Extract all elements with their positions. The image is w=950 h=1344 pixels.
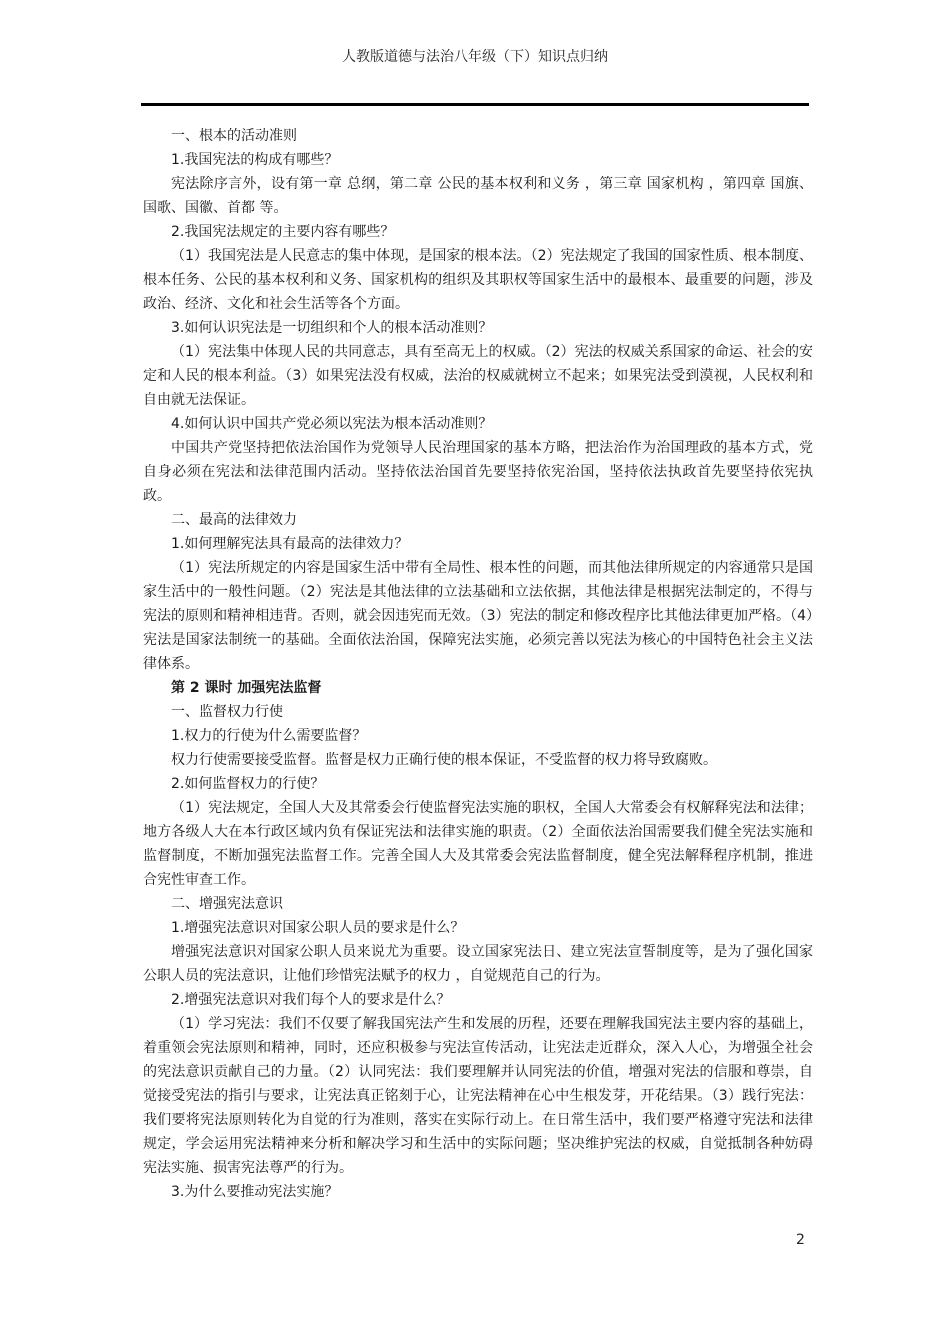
body-paragraph: 中国共产党坚持把依法治国作为党领导人民治理国家的基本方略，把法治作为治国理政的基本方式，党自身必须在宪法和法律范围内活动。坚持依法治国首先要坚持依宪治国，坚持依法执政首先要坚持依宪执政。 (143, 440, 813, 504)
section-heading: 第 2 课时 加强宪法监督 (171, 680, 322, 696)
body-paragraph: （1）学习宪法：我们不仅要了解我国宪法产生和发展的历程，还要在理解我国宪法主要内容的基础上，着重领会宪法原则和精神，同时，还应积极参与宪法宣传活动，让宪法走近群众，深入人心，为增强全社会的宪法意识贡献自己的力量。（2）认同宪法：我们要理解并认同宪法的价值，增强对宪法的信服和尊崇，自觉接受宪法的指引与要求，让宪法真正铭刻于心，让宪法精神在心中生根发芽，开花结果。（3）践行宪法：我们要将宪法原则转化为自觉的行为准则，落实在实际行动上。在日常生活中，我们要严格遵守宪法和法律规定，学会运用宪法精神来分析和解决学习和生活中的实际问题；坚决维护宪法的权威，自觉抵制各种妨碍宪法实施、损害宪法尊严的行为。 (143, 1016, 813, 1176)
page-header-title: 人教版道德与法治八年级（下）知识点归纳 (342, 49, 608, 65)
body-paragraph: 一、监督权力行使 (171, 704, 283, 720)
body-paragraph: 二、最高的法律效力 (171, 512, 297, 528)
body-paragraph: （1）我国宪法是人民意志的集中体现，是国家的根本法。（2）宪法规定了我国的国家性质、根本制度、根本任务、公民的基本权利和义务、国家机构的组织及其职权等国家生活中的最根本、最重要的问题，涉及政治、经济、文化和社会生活等各个方面。 (143, 248, 813, 312)
body-paragraph: （1）宪法规定，全国人大及其常委会行使监督宪法实施的职权，全国人大常委会有权解释宪法和法律；地方各级人大在本行政区域内负有保证宪法和法律实施的职责。（2）全面依法治国需要我们健全宪法实施和监督制度，不断加强宪法监督工作。完善全国人大及其常委会宪法监督制度，健全宪法解释程序机制，推进合宪性审查工作。 (143, 800, 813, 888)
body-paragraph: 权力行使需要接受监督。监督是权力正确行使的根本保证，不受监督的权力将导致腐败。 (171, 752, 717, 768)
page-number: 2 (796, 1232, 805, 1248)
body-paragraph: 2.增强宪法意识对我们每个人的要求是什么？ (171, 992, 451, 1008)
document-body (143, 124, 813, 1204)
body-paragraph: 3.如何认识宪法是一切组织和个人的根本活动准则？ (171, 320, 493, 336)
header-divider (141, 103, 809, 106)
body-paragraph: 1.权力的行使为什么需要监督？ (171, 728, 367, 744)
body-paragraph: 一、根本的活动准则 (171, 128, 297, 144)
body-paragraph: 2.我国宪法规定的主要内容有哪些？ (171, 224, 395, 240)
body-paragraph: （1）宪法所规定的内容是国家生活中带有全局性、根本性的问题，而其他法律所规定的内容通常只是国家生活中的一般性问题。（2）宪法是其他法律的立法基础和立法依据，其他法律是根据宪法制定的，不得与宪法的原则和精神相违背。否则，就会因违宪而无效。（3）宪法的制定和修改程序比其他法律更加严格。（4）宪法是国家法制统一的基础。全面依法治国，保障宪法实施，必须完善以宪法为核心的中国特色社会主义法律体系。 (143, 560, 813, 672)
body-paragraph: 1.增强宪法意识对国家公职人员的要求是什么？ (171, 920, 465, 936)
body-paragraph: 2.如何监督权力的行使？ (171, 776, 325, 792)
body-paragraph: 二、增强宪法意识 (171, 896, 283, 912)
body-paragraph: 增强宪法意识对国家公职人员来说尤为重要。设立国家宪法日、建立宪法宣誓制度等，是为了强化国家公职人员的宪法意识，让他们珍惜宪法赋予的权力 ，自觉规范自己的行为。 (143, 944, 813, 984)
body-paragraph: 3.为什么要推动宪法实施？ (171, 1184, 339, 1200)
body-paragraph: 1.我国宪法的构成有哪些？ (171, 152, 339, 168)
body-paragraph: （1）宪法集中体现人民的共同意志，具有至高无上的权威。（2）宪法的权威关系国家的命运、社会的安定和人民的根本利益。（3）如果宪法没有权威，法治的权威就树立不起来；如果宪法受到漠视，人民权利和自由就无法保证。 (143, 344, 813, 408)
body-paragraph: 1.如何理解宪法具有最高的法律效力？ (171, 536, 409, 552)
body-paragraph: 宪法除序言外，设有第一章 总纲，第二章 公民的基本权利和义务 ，第三章 国家机构 ，第四章 国旗、国歌、国徽、首都 等。 (143, 176, 813, 216)
body-paragraph: 4.如何认识中国共产党必须以宪法为根本活动准则？ (171, 416, 493, 432)
